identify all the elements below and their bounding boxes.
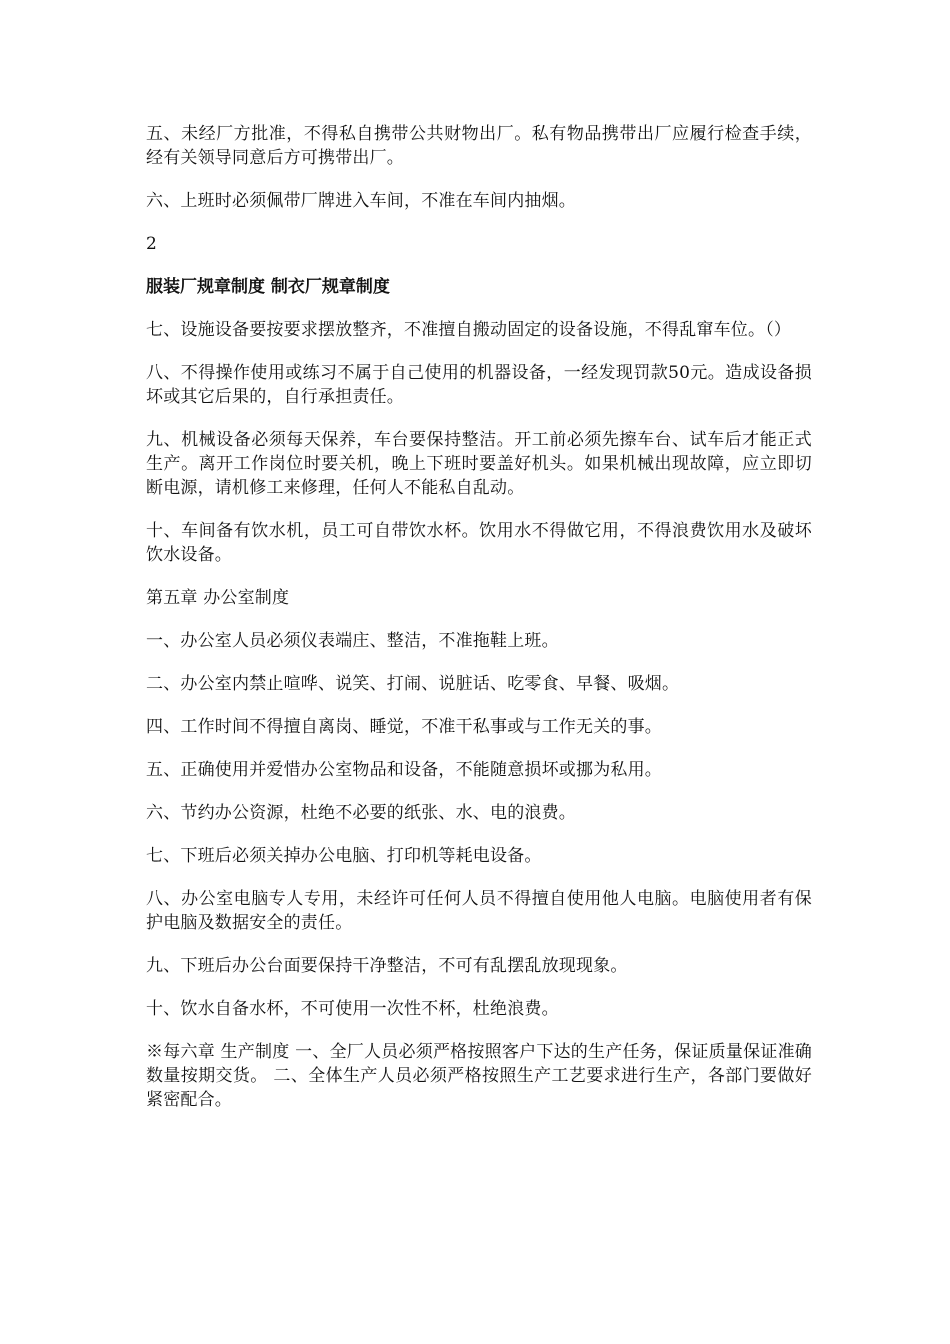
paragraph: 十、车间备有饮水机，员工可自带饮水杯。饮用水不得做它用，不得浪费饮用水及破坏饮水设备。 (146, 521, 812, 565)
paragraph: 九、机械设备必须每天保养，车台要保持整洁。开工前必须先擦车台、试车后才能正式生产。离开工作岗位时要关机，晚上下班时要盖好机头。如果机械出现故障，应立即切断电源，请机修工来修理，任何人不能私自乱动。 (146, 430, 812, 498)
chapter-heading: 第五章 办公室制度 (146, 588, 290, 608)
paragraph: ※每六章 生产制度 一、全厂人员必须严格按照客户下达的生产任务，保证质量保证准确数量按期交货。 二、全体生产人员必须严格按照生产工艺要求进行生产，各部门要做好紧密配合。 (146, 1042, 812, 1110)
paragraph: 五、未经厂方批准，不得私自携带公共财物出厂。私有物品携带出厂应履行检查手续，经有关领导同意后方可携带出厂。 (146, 124, 812, 168)
paragraph: 八、办公室电脑专人专用，未经许可任何人员不得擅自使用他人电脑。电脑使用者有保护电脑及数据安全的责任。 (146, 889, 812, 933)
paragraph: 一、办公室人员必须仪表端庄、整洁，不准拖鞋上班。 (146, 631, 559, 651)
paragraph: 七、设施设备要按要求摆放整齐，不准擅自搬动固定的设备设施，不得乱窜车位。（） (146, 320, 792, 340)
paragraph: 四、工作时间不得擅自离岗、睡觉，不准干私事或与工作无关的事。 (146, 717, 662, 737)
paragraph: 九、下班后办公台面要保持干净整洁，不可有乱摆乱放现现象。 (146, 956, 628, 976)
paragraph: 六、上班时必须佩带厂牌进入车间，不准在车间内抽烟。 (146, 191, 576, 211)
paragraph: 六、节约办公资源，杜绝不必要的纸张、水、电的浪费。 (146, 803, 576, 823)
paragraph: 八、不得操作使用或练习不属于自己使用的机器设备，一经发现罚款50元。造成设备损坏或其它后果的，自行承担责任。 (146, 363, 812, 407)
paragraph: 十、饮水自备水杯，不可使用一次性不杯，杜绝浪费。 (146, 999, 559, 1019)
paragraph: 七、下班后必须关掉办公电脑、打印机等耗电设备。 (146, 846, 542, 866)
document-page (146, 122, 812, 1131)
paragraph: 二、办公室内禁止喧哗、说笑、打闹、说脏话、吃零食、早餐、吸烟。 (146, 674, 680, 694)
paragraph: 五、正确使用并爱惜办公室物品和设备，不能随意损坏或挪为私用。 (146, 760, 662, 780)
page-number: 2 (146, 234, 157, 254)
document-title: 服装厂规章制度 制衣厂规章制度 (146, 277, 390, 297)
